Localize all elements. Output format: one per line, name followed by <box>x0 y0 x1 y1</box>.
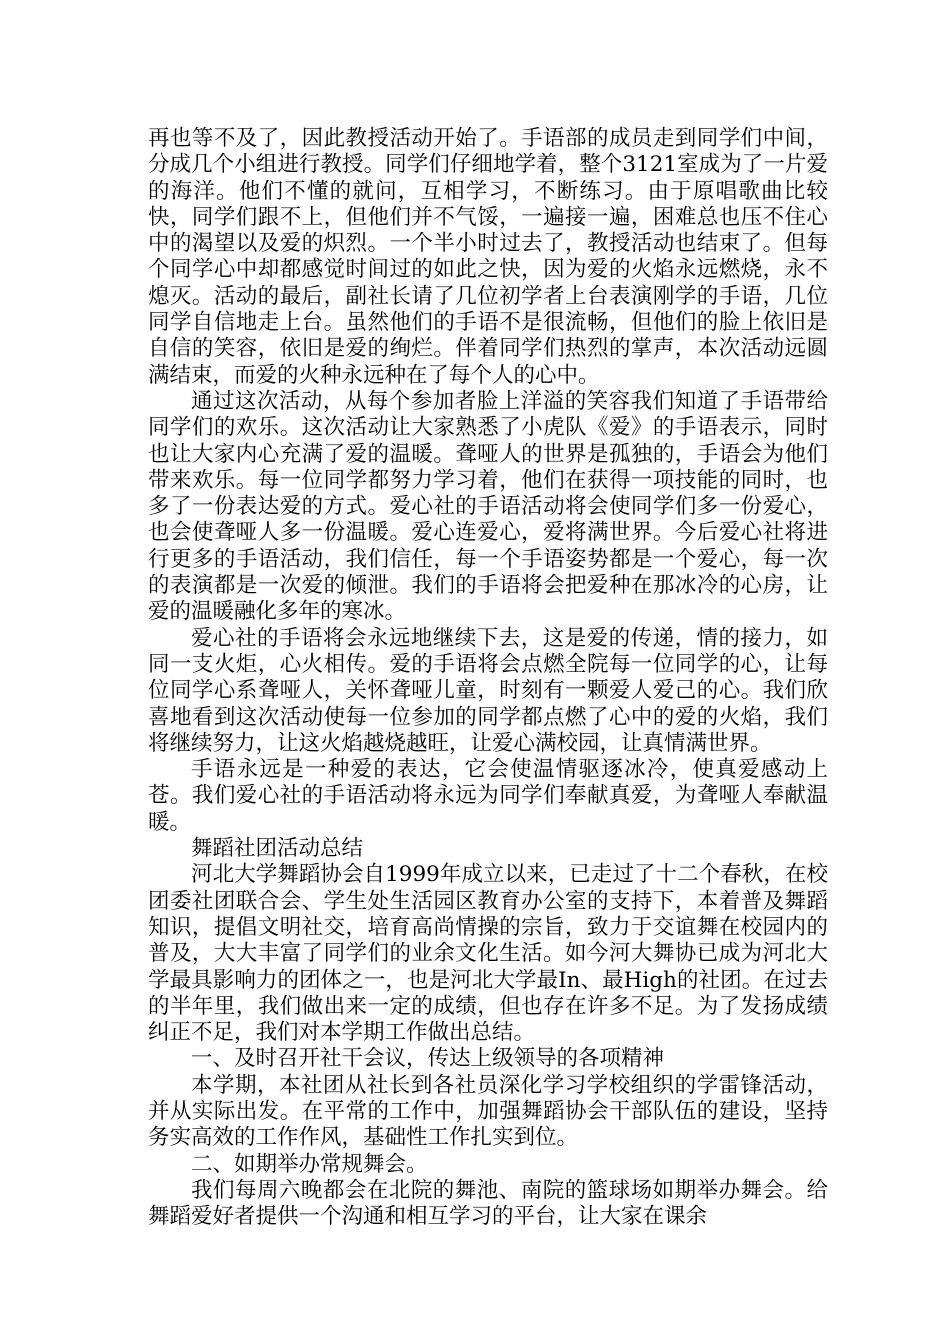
paragraph-section-2: 我们每周六晚都会在北院的舞池、南院的篮球场如期举办舞会。给舞蹈爱好者提供一个沟通和相互学习的平台，让大家在课余 <box>148 1177 828 1230</box>
paragraph-2: 通过这次活动，从每个参加者脸上洋溢的笑容我们知道了手语带给同学们的欢乐。这次活动让大家熟悉了小虎队《爱》的手语表示，同时也让大家内心充满了爱的温暖。聋哑人的世界是孤独的，手语会为他们带来欢乐。每一位同学都努力学习着，他们在获得一项技能的同时，也多了一份表达爱的方式。爱心社的手语活动将会使同学们多一份爱心，也会使聋哑人多一份温暖。爱心连爱心，爱将满世界。今后爱心社将进行更多的手语活动，我们信任，每一个手语姿势都是一个爱心，每一次的表演都是一次爱的倾泄。我们的手语将会把爱种在那冰冷的心房，让爱的温暖融化多年的寒冰。 <box>148 388 828 625</box>
paragraph-3: 爱心社的手语将会永远地继续下去，这是爱的传递，情的接力，如同一支火炬，心火相传。爱的手语将会点燃全院每一位同学的心，让每位同学心系聋哑人，关怀聋哑儿童，时刻有一颗爱人爱己的心。我们欣喜地看到这次活动使每一位参加的同学都点燃了心中的爱的火焰，我们将继续努力，让这火焰越烧越旺，让爱心满校园，让真情满世界。 <box>148 625 828 756</box>
heading-section-2: 二、如期举办常规舞会。 <box>191 1151 428 1177</box>
paragraph-dance-intro: 河北大学舞蹈协会自1999年成立以来，已走过了十二个春秋，在校团委社团联合会、学生处生活园区教育办公室的支持下，本着普及舞蹈知识，提倡文明社交，培育高尚情操的宗旨，致力于交谊舞在校园内的普及，大大丰富了同学们的业余文化生活。如今河大舞协已成为河北大学最具影响力的团体之一，也是河北大学最In、最High的社团。在过去的半年里，我们做出来一定的成绩，但也存在许多不足。为了发扬成绩纠正不足，我们对本学期工作做出总结。 <box>148 862 828 1046</box>
paragraph-4: 手语永远是一种爱的表达，它会使温情驱逐冰冷，使真爱感动上苍。我们爱心社的手语活动将永远为同学们奉献真爱，为聋哑人奉献温暖。 <box>148 757 828 835</box>
heading-section-1: 一、及时召开社干会议，传达上级领导的各项精神 <box>191 1046 665 1072</box>
section-title-dance-club-summary: 舞蹈社团活动总结 <box>191 836 364 862</box>
paragraph-1: 再也等不及了，因此教授活动开始了。手语部的成员走到同学们中间，分成几个小组进行教授。同学们仔细地学着，整个3121室成为了一片爱的海洋。他们不懂的就问，互相学习，不断练习。由于原唱歌曲比较快，同学们跟不上，但他们并不气馁，一遍接一遍，困难总也压不住心中的渴望以及爱的炽烈。一个半小时过去了，教授活动也结束了。但每个同学心中却都感觉时间过的如此之快，因为爱的火焰永远燃烧，永不熄灭。活动的最后，副社长请了几位初学者上台表演刚学的手语，几位同学自信地走上台。虽然他们的手语不是很流畅，但他们的脸上依旧是自信的笑容，依旧是爱的绚烂。伴着同学们热烈的掌声，本次活动远圆满结束，而爱的火种永远种在了每个人的心中。 <box>148 126 828 388</box>
document-body <box>148 126 828 1230</box>
paragraph-section-1: 本学期，本社团从社长到各社员深化学习学校组织的学雷锋活动，并从实际出发。在平常的工作中，加强舞蹈协会干部队伍的建设，坚持务实高效的工作作风，基础性工作扎实到位。 <box>148 1072 828 1151</box>
